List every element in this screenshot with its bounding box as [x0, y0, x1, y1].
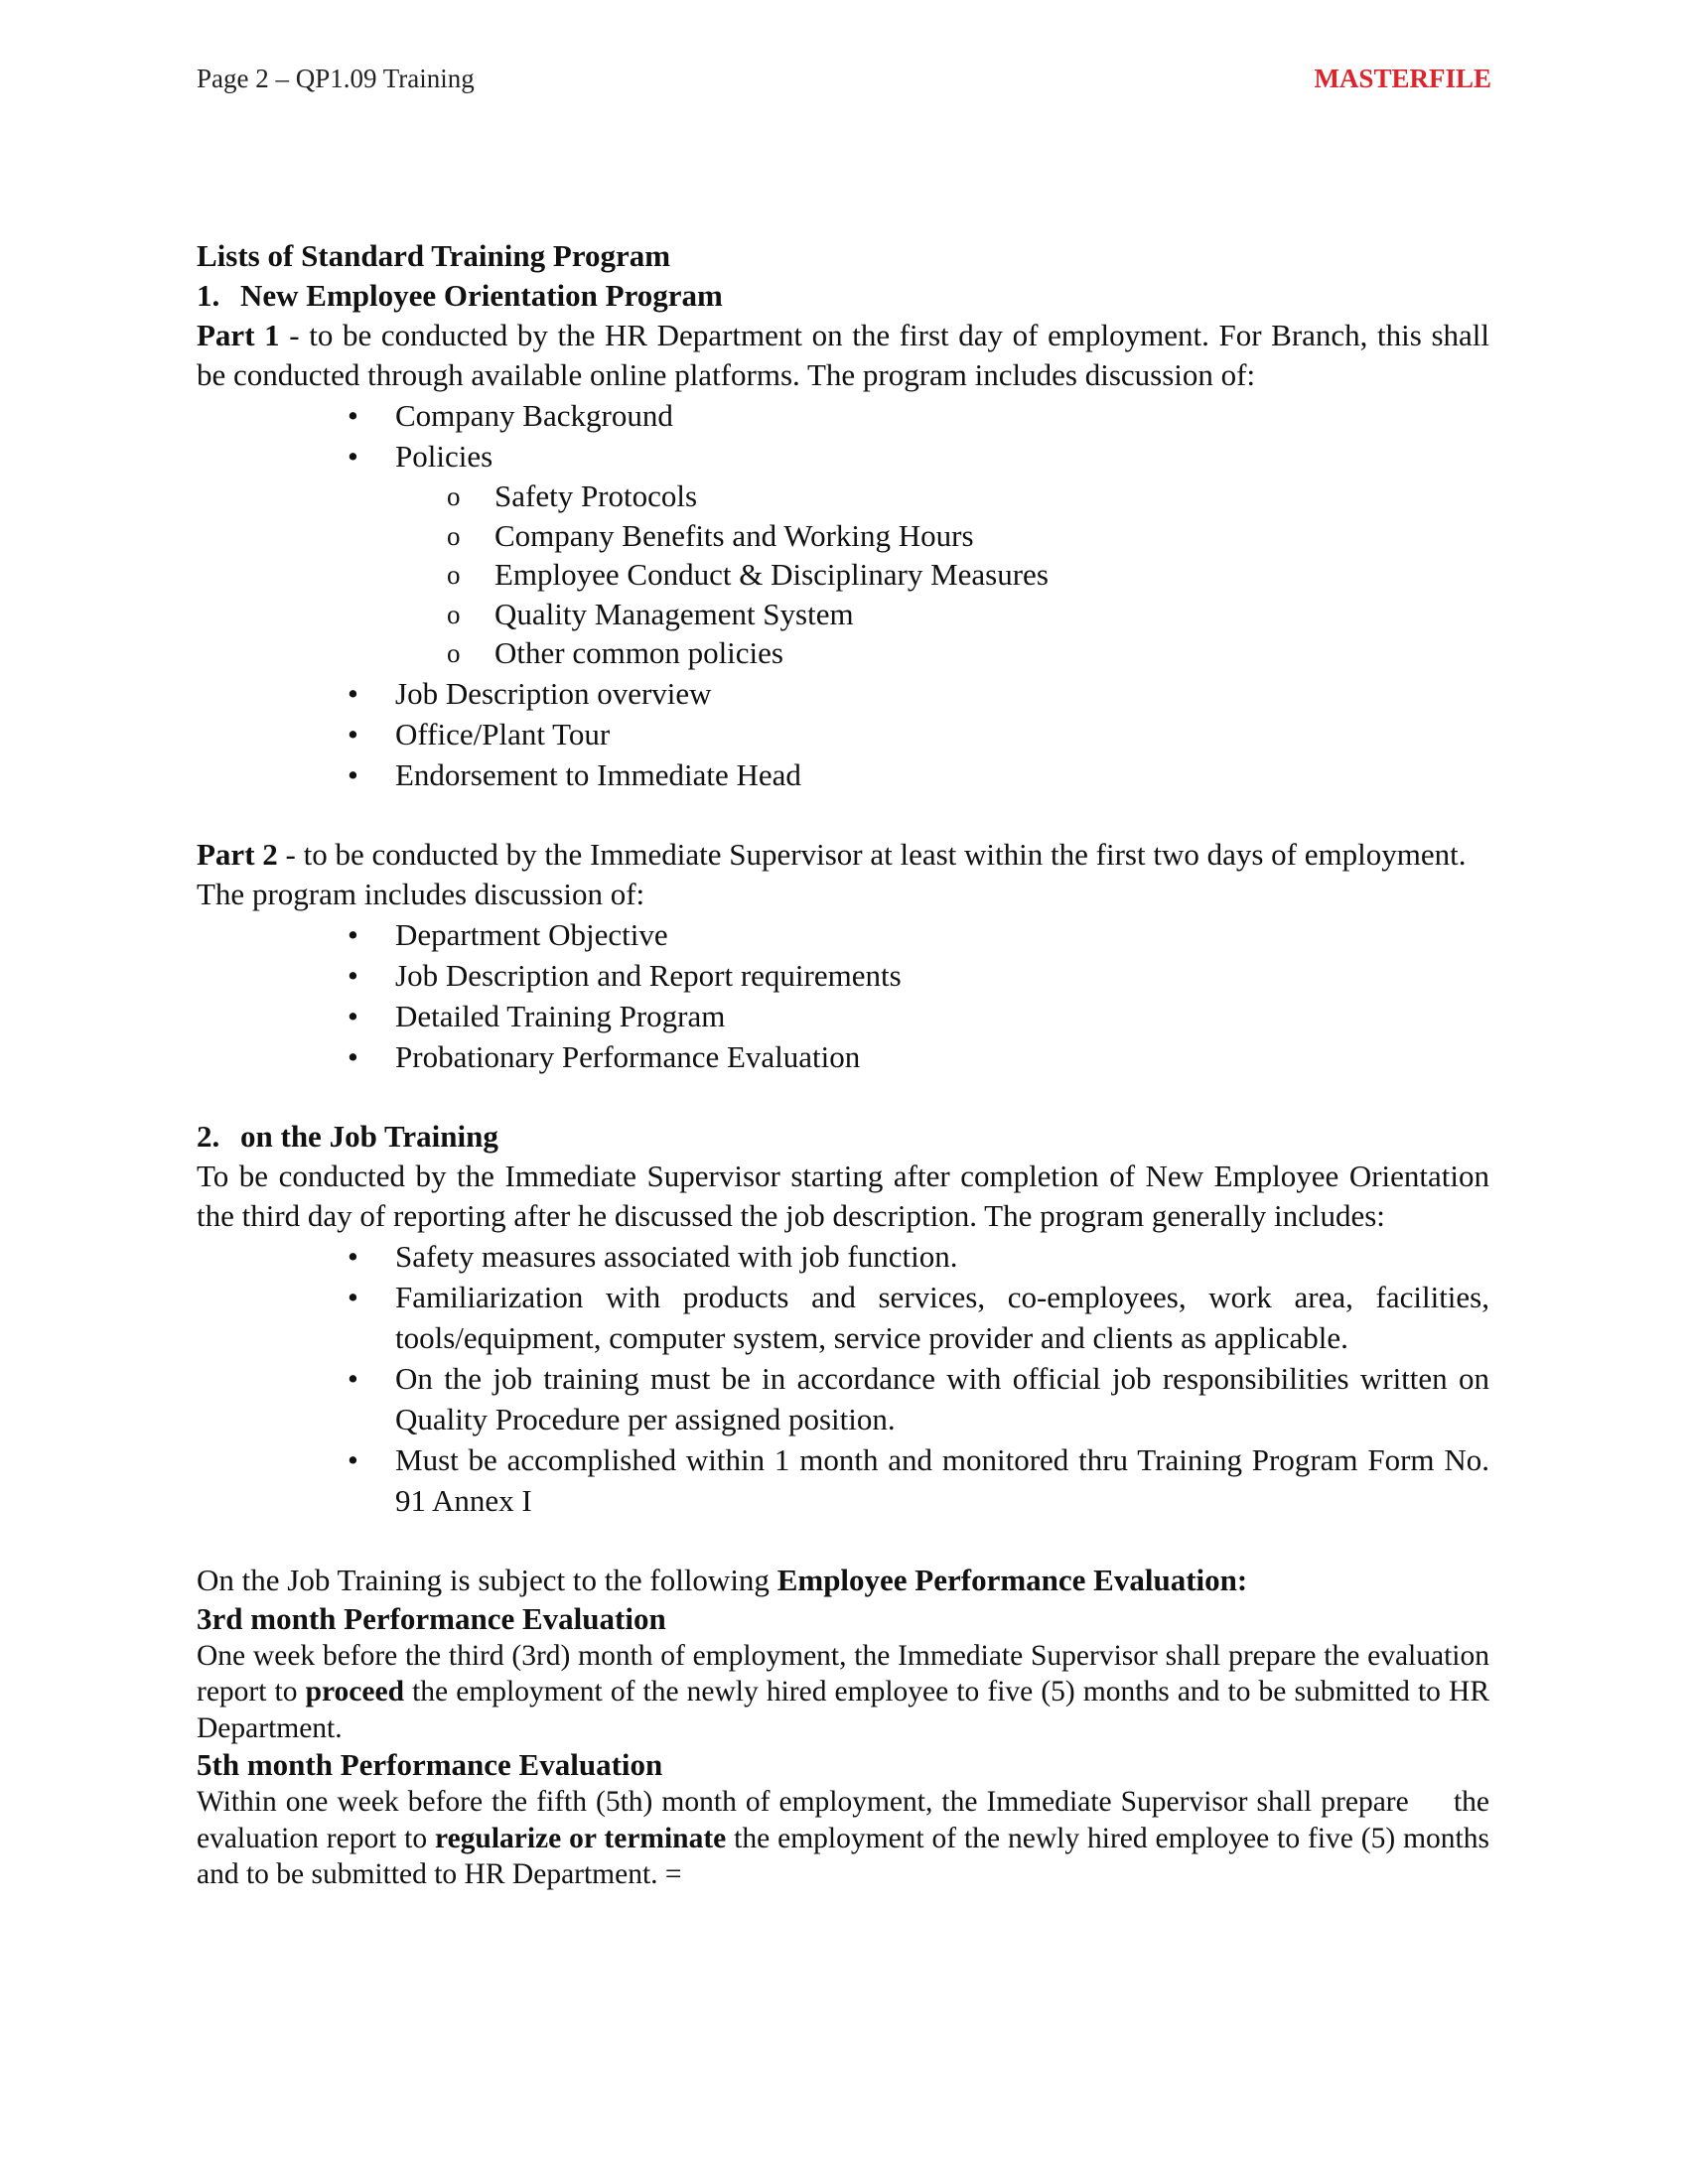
fifth-month-text [197, 1784, 1489, 1893]
section-2-paragraph: To be conducted by the Immediate Supervisor starting after completion of New Employee Orientation the third day of reporting after he discussed the job description. The program generally includes: [197, 1158, 1489, 1233]
part-2-list [395, 914, 1489, 1077]
page-number-label: Page 2 – QP1.09 Training [197, 64, 475, 93]
text-segment: the employment of the newly hired employee to five (5) months and to be submitted to HR Department. [197, 1676, 1489, 1744]
masterfile-label: MASTERFILE [1314, 64, 1491, 93]
list-item: • Company Background [395, 395, 1489, 436]
part-1-list-continued [395, 673, 1489, 795]
part-label: Part 1 [197, 318, 280, 352]
part-text: - to be conducted by the HR Department on the first day of employment. For Branch, this shall be conducted through available online platforms. The program includes discussion of: [197, 318, 1489, 392]
list-item: • Department Objective [395, 914, 1489, 955]
sublist-item: o Company Benefits and Working Hours [494, 516, 1489, 556]
list-item: • Job Description overview [395, 673, 1489, 714]
part-1-list [395, 395, 1489, 477]
part-2-intro: The program includes discussion of: [197, 876, 645, 911]
section-title: on the Job Training [240, 1118, 498, 1154]
sublist-item: o Other common policies [494, 633, 1489, 673]
list-item: • Probationary Performance Evaluation [395, 1036, 1489, 1077]
section-number: 2. [197, 1118, 220, 1154]
evaluation-intro-bold: Employee Performance Evaluation: [776, 1562, 1248, 1597]
list-item: • On the job training must be in accordance with official job responsibilities written on Quality Procedure per assigned position. [395, 1358, 1489, 1439]
list-item: • Job Description and Report requirements [395, 955, 1489, 996]
sublist-item: o Quality Management System [494, 595, 1489, 634]
policies-sublist [494, 477, 1489, 673]
list-item [395, 436, 1489, 477]
section-number: 1. [197, 278, 220, 313]
list-item: • Must be accomplished within 1 month and monitored thru Training Program Form No. 91 Annex I [395, 1439, 1489, 1521]
page-header [197, 64, 1491, 94]
emphasis: regularize or terminate [435, 1822, 727, 1854]
spacer [197, 795, 1489, 835]
text-segment: the employment of the newly hired employee to five (5) months and to be submitted to HR Department. = [197, 1822, 1489, 1890]
part-label: Part 2 [197, 836, 278, 872]
spacer [197, 1077, 1489, 1117]
third-month-heading: 3rd month Performance Evaluation [197, 1600, 666, 1636]
sublist-item: o Employee Conduct & Disciplinary Measures [494, 555, 1489, 595]
spacer [197, 1521, 1489, 1561]
document-body [197, 236, 1489, 1893]
text-segment: Within one week before the fifth (5th) month of employment, the Immediate Supervisor shall prepare the evaluation report to [197, 1786, 1489, 1854]
list-item: • Endorsement to Immediate Head [395, 754, 1489, 795]
list-item: • Safety measures associated with job function. [395, 1236, 1489, 1277]
section-1-heading [197, 276, 1489, 316]
evaluation-intro-text: On the Job Training is subject to the following [197, 1562, 777, 1597]
section-2-list [395, 1236, 1489, 1521]
part-text: - to be conducted by the Immediate Supervisor at least within the first two days of employment. [277, 836, 1467, 872]
list-item: • Office/Plant Tour [395, 714, 1489, 754]
sublist-item: o Safety Protocols [494, 477, 1489, 516]
section-2-heading [197, 1117, 1489, 1157]
part-2-paragraph [197, 835, 1489, 875]
evaluation-intro [197, 1561, 1489, 1600]
list-item-label: Policies [395, 439, 493, 474]
emphasis: proceed [305, 1676, 404, 1707]
section-title: New Employee Orientation Program [240, 278, 723, 313]
third-month-text [197, 1638, 1489, 1747]
document-title: Lists of Standard Training Program [197, 238, 671, 273]
text-segment: One week before the third (3rd) month of employment, the Immediate Supervisor shall prepare the evaluation report to [197, 1639, 1489, 1707]
list-item: • Familiarization with products and services, co-employees, work area, facilities, tools/equipment, computer system, service provider and clients as applicable. [395, 1277, 1489, 1358]
list-item: • Detailed Training Program [395, 996, 1489, 1036]
part-1-paragraph [197, 316, 1489, 395]
fifth-month-heading: 5th month Performance Evaluation [197, 1747, 663, 1782]
